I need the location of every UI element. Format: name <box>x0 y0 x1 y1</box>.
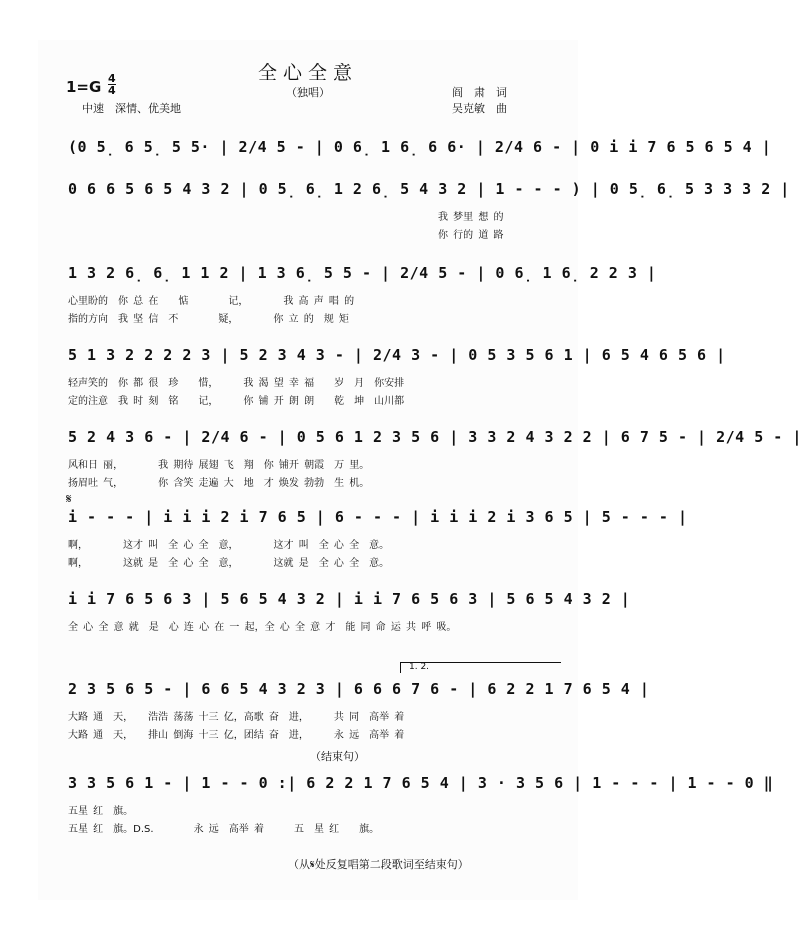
score-line-4: 5 1 3 2 2 2 2 3 | 5 2 3 4 3 - | 2/4 3 - | 0 5 3 5 6 1 | 6 5 4 6 5 6 | <box>68 346 726 364</box>
lyric-line-5b: 扬眉吐 气， 你 含笑 走遍 大 地 才 焕发 勃勃 生 机。 <box>68 478 370 489</box>
score-line-8: 2 3 5 6 5 - | 6 6 5 4 3 2 3 | 6 6 6 7 6 - | 6 2 2 1 7 6 5 4 | <box>68 680 650 698</box>
score-line-1: (0 5̣ 6 5̣ 5 5· | 2/4 5 - | 0 6̣ 1 6̣ 6 6· | 2/4 6 - | 0 i i 7 6 5 6 5 4 | <box>68 138 772 156</box>
meter-top: 4 <box>108 72 116 85</box>
key-signature: 1=G <box>66 78 102 96</box>
score-line-6: i - - - | i i i 2 i 7 6 5 | 6 - - - | i i i 2 i 3 6 5 | 5 - - - | <box>68 508 688 526</box>
lyric-line-3b: 指的方向 我 坚 信 不 疑， 你 立 的 规 矩 <box>68 314 349 325</box>
footer-note: （从𝄋处反复唱第二段歌词至结束句） <box>288 858 469 871</box>
lyric-line-4a: 轻声笑的 你 都 很 珍 惜， 我 渴 望 幸 福 岁 月 你安排 <box>68 378 405 389</box>
lyric-line-5a: 风和日 丽， 我 期待 展翅 飞 翔 你 铺开 朝霞 万 里。 <box>68 460 370 471</box>
tempo-marking: 中速 深情、优美地 <box>82 102 181 115</box>
score-line-5: 5 2 4 3 6 - | 2/4 6 - | 0 5 6 1 2 3 5 6 | 3 3 2 4 3 2 2 | 6 7 5 - | 2/4 5 - | <box>68 428 802 446</box>
lyric-line-2a: 我 梦里 想 的 <box>438 212 504 223</box>
ending-label: （结束句） <box>310 750 365 763</box>
lyricist-credit: 阎 肃 词 <box>452 86 507 99</box>
score-line-7: i i 7 6 5 6 3 | 5 6 5 4 3 2 | i i 7 6 5 6 3 | 5 6 5 4 3 2 | <box>68 590 631 608</box>
lyric-line-8b: 大路 通 天， 排山 倒海 十三 亿，团结 奋 进， 永 远 高举 着 <box>68 730 405 741</box>
lyric-line-9a: 五星 红 旗。 <box>68 806 134 817</box>
lyric-line-8a: 大路 通 天， 浩浩 荡荡 十三 亿，高歌 奋 进， 共 同 高举 着 <box>68 712 405 723</box>
song-title: 全心全意 <box>257 62 358 84</box>
lyric-line-6a: 啊， 这才 叫 全 心 全 意， 这才 叫 全 心 全 意。 <box>68 540 390 551</box>
meter-bottom: 4 <box>108 84 116 97</box>
time-signature <box>108 73 116 96</box>
segno-sign: 𝄋 <box>66 492 72 507</box>
score-line-2: 0 6 6 5 6 5 4 3 2 | 0 5̣ 6̣ 1 2 6̣ 5 4 3 2 | 1 - - - ) | 0 5̣ 6̣ 5 3 3 3 2 | <box>68 180 790 198</box>
score-line-9: 3 3 5 6 1 - | 1 - - 0 :| 6 2 2 1 7 6 5 4 | 3 · 3 5 6 | 1 - - - | 1 - - 0 ‖ <box>68 774 774 792</box>
lyric-line-4b: 定的注意 我 时 刻 铭 记， 你 铺 开 朗 朗 乾 坤 山川都 <box>68 396 405 407</box>
lyric-line-3a: 心里盼的 你 总 在 惦 记， 我 高 声 唱 的 <box>68 296 355 307</box>
score-line-3: 1 3 2 6̣ 6̣ 1 1 2 | 1 3 6̣ 5 5 - | 2/4 5 - | 0 6̣ 1 6̣ 2 2 3 | <box>68 264 657 282</box>
composer-credit: 吴克敏 曲 <box>452 102 507 115</box>
lyric-line-2b: 你 行的 道 路 <box>438 230 504 241</box>
lyric-line-9b: 五星 红 旗。D.S. 永 远 高举 着 五 星 红 旗。 <box>68 824 380 835</box>
lyric-line-7a: 全 心 全 意 就 是 心 连 心 在 一 起，全 心 全 意 才 能 同 命 运 共 呼 吸。 <box>68 622 457 633</box>
song-subtitle: （独唱） <box>286 86 330 99</box>
score-sheet <box>38 40 802 900</box>
lyric-line-6b: 啊， 这就 是 全 心 全 意， 这就 是 全 心 全 意。 <box>68 558 390 569</box>
volta-bracket: 1. 2. <box>400 662 561 673</box>
